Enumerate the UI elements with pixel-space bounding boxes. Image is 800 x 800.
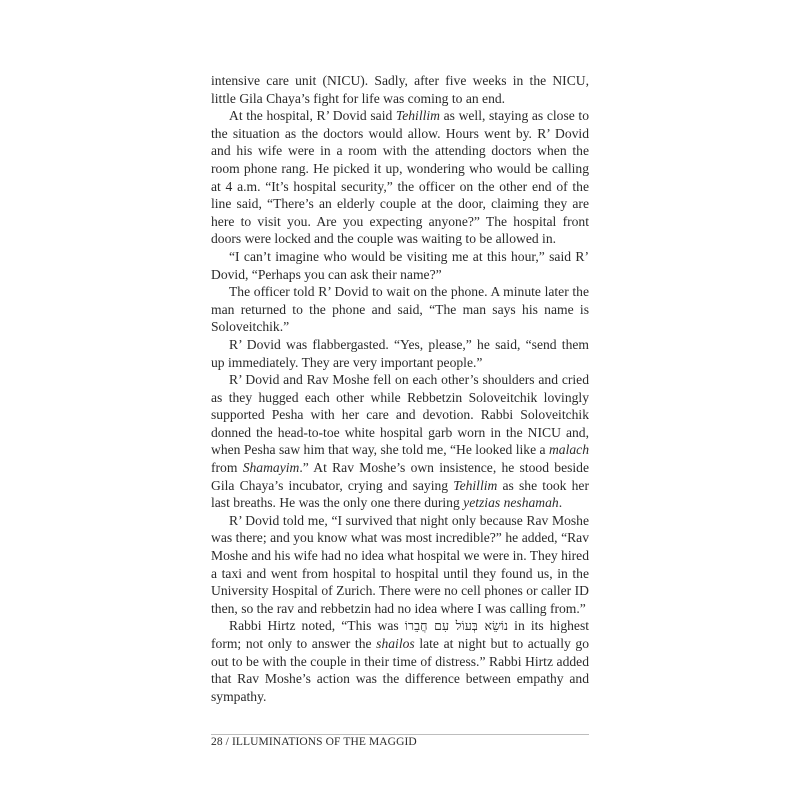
italic-term: Tehillim [395,108,440,124]
italic-term: Shamayim [242,460,300,476]
paragraph [211,371,589,512]
text-run: as well, staying as close to the situation as the doctors would allow. Hours went by. R’ Dovid and his wife were in a room with the attending doctors when the room phone rang. He picked it up, wondering who would be calling at 4 a.m. “It’s hospital security,” the officer on the other end of the line said, “There’s an elderly couple at the door, claiming they are here to visit you. Are you expecting anyone?” The hospital front doors were locked and the couple was waiting to be allowed in. [211,108,589,247]
hebrew-phrase: נוֹשֵׂא בְּעוֹל עִם חֲבֵרוֹ [404,618,509,634]
paragraph [211,512,589,618]
paragraph [211,248,589,283]
text-run: . [558,495,563,511]
italic-term: Tehillim [453,477,498,493]
text-run: At the hospital, R’ Dovid said [229,108,396,124]
text-run: R’ Dovid was flabbergasted. “Yes, please,” he said, “send them up immediately. They are very important people.” [211,336,589,370]
paragraph [211,617,589,705]
text-run: in its highest form; not only to answer the [211,618,590,651]
paragraph [211,72,589,107]
text-run: Rabbi Hirtz noted, “This was [229,618,405,634]
paragraph [211,283,589,336]
italic-term: malach [548,442,589,458]
paragraph [211,107,589,248]
text-run: R’ Dovid and Rav Moshe fell on each other’s shoulders and cried as they hugged each other while Rebbetzin Soloveitchik lovingly supported Pesha with her care and devotion. Rabbi Soloveitchik donned the head-to-toe white hospital garb worn in the NICU and, when Pesha saw him that way, she told me, “He looked like a [211,372,589,458]
book-page-body [211,72,589,705]
text-run: .” At Rav Moshe’s own insistence, he stood beside Gila Chaya’s incubator, crying and saying [211,460,589,493]
text-run: The officer told R’ Dovid to wait on the phone. A minute later the man returned to the phone and said, “The man says his name is Soloveitchik.” [211,284,589,335]
text-run: intensive care unit (NICU). Sadly, after five weeks in the NICU, little Gila Chaya’s fight for life was coming to an end. [211,73,589,106]
text-run: as she took her last breaths. He was the only one there during [211,477,589,511]
paragraph [211,336,589,371]
italic-term: yetzias neshamah [463,495,559,511]
text-run: “I can’t imagine who would be visiting me at this hour,” said R’ Dovid, “Perhaps you can ask their name?” [211,248,589,282]
italic-term: shailos [376,636,415,651]
text-run: late at night but to actually go out to be with the couple in their time of distress.” Rabbi Hirtz added that Rav Moshe’s action was the difference between empathy and sympathy. [211,636,590,704]
text-run: from [211,460,243,476]
footer-rule [211,734,589,735]
text-run: R’ Dovid told me, “I survived that night only because Rav Moshe was there; and you know what was most incredible?” he added, “Rav Moshe and his wife had no idea what hospital we were in. They hired a taxi and went from hospital to hospital until they found us, in the University Hospital of Zurich. There were no cell phones or caller ID then, so the rav and rebbetzin had no idea where I was calling from.” [211,512,590,616]
running-footer: 28 / ILLUMINATIONS OF THE MAGGID [211,736,417,748]
